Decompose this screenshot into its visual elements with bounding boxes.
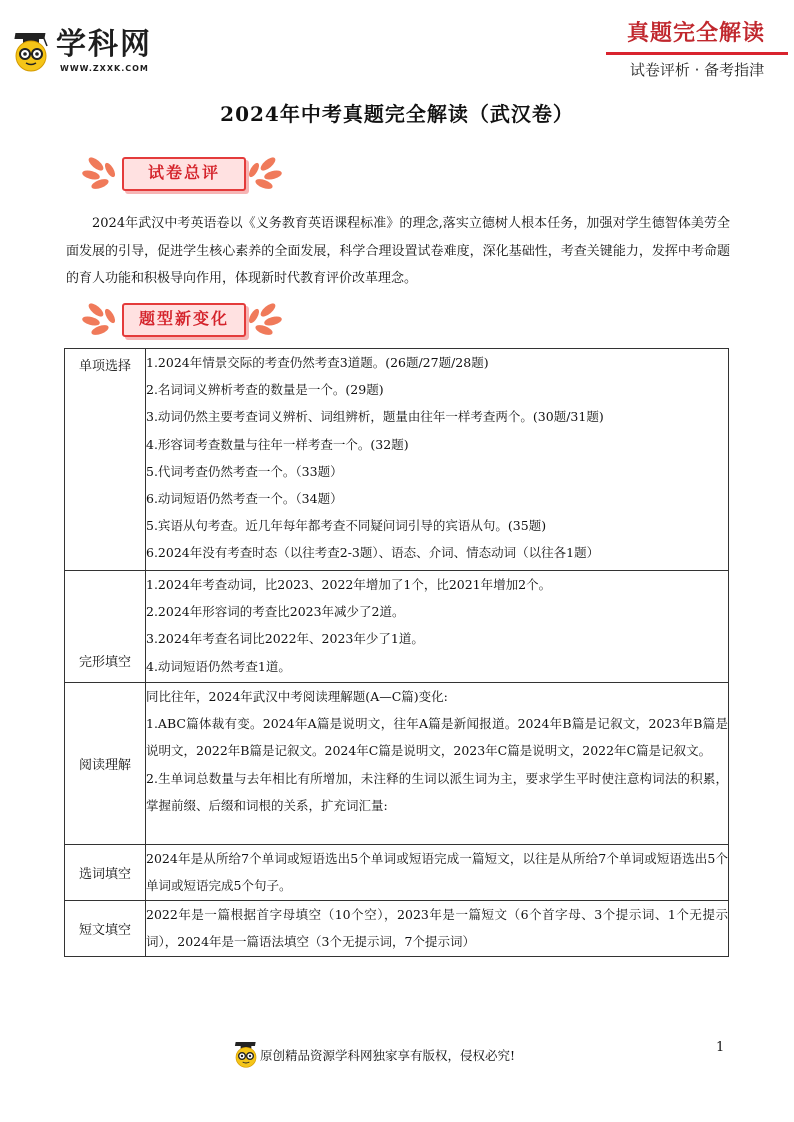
badge-subtitle: 试卷评析 · 备考指津: [629, 61, 765, 79]
section-banner-changes: [82, 296, 282, 342]
logo-url: WWW.ZXXK.COM: [60, 64, 149, 73]
site-logo[interactable]: [10, 26, 170, 78]
page-title: 2024年中考真题完全解读（武汉卷）: [220, 102, 574, 126]
row-category: 选词填空: [65, 845, 146, 901]
table-row: [65, 571, 729, 683]
content-line: 4.动词短语仍然考查1道。: [146, 658, 291, 674]
content-line: 同比往年，2024年武汉中考阅读理解题(A—C篇)变化:: [146, 689, 448, 704]
table-row: [65, 349, 729, 571]
header-badge: [604, 12, 790, 84]
row-content: [146, 901, 729, 957]
content-line: 5.宾语从句考查。近几年每年都考查不同疑问词引导的宾语从句。(35题): [146, 518, 547, 534]
question-type-changes-table: [64, 348, 729, 957]
row-content: [146, 683, 729, 845]
page-number: 1: [716, 1040, 725, 1055]
content-line: 2.名词词义辨析考查的数量是一个。(29题): [146, 382, 384, 398]
content-line: 2.2024年形容词的考查比2023年减少了2道。: [146, 604, 405, 620]
content-line: 4.形容词考查数量与往年一样考查一个。(32题): [146, 436, 409, 452]
content-line: 3.2024年考查名词比2022年、2023年少了1道。: [146, 631, 424, 647]
row-content: [146, 845, 729, 901]
row-content: [146, 571, 729, 683]
table-row: [65, 845, 729, 901]
footer-text: 原创精品资源学科网独家享有版权，侵权必究!: [260, 1048, 516, 1063]
content-line: 1.ABC篇体裁有变。2024年A篇是说明文，往年A篇是新闻报道。2024年B篇是记叙文，2023年B篇是说明文，2022年B篇是记叙文。2024年C篇是说明文，2023年C篇是说明文，2022年C篇是记叙文。: [146, 716, 728, 759]
section-heading: 试卷总评: [147, 163, 220, 182]
mascot-icon: [232, 1040, 260, 1068]
row-category: 阅读理解: [65, 683, 146, 845]
content-line: 1.2024年情景交际的考查仍然考查3道题。(26题/27题/28题): [146, 355, 489, 370]
section-banner-overview: [82, 150, 282, 196]
content-line: 1.2024年考查动词，比2023、2022年增加了1个，比2021年增加2个。: [146, 577, 552, 592]
content-line: 6.2024年没有考查时态（以往考查2-3题）、语态、介词、情态动词（以往各1题）: [146, 545, 600, 561]
mascot-icon: [10, 30, 52, 72]
badge-title: 真题完全解读: [626, 21, 765, 46]
row-category: 短文填空: [65, 901, 146, 957]
overview-paragraph: 2024年武汉中考英语卷以《义务教育英语课程标准》的理念,落实立德树人根本任务，加强对学生德智体美劳全面发展的引导，促进学生核心素养的全面发展，科学合理设置试卷难度，深化基础性，考查关键能力，发挥中考命题的育人功能和积极导向作用，体现新时代教育评价改革理念。: [66, 216, 730, 286]
table-row: [65, 683, 729, 845]
content-line: 3.动词仍然主要考查词义辨析、词组辨析，题量由往年一样考查两个。(30题/31题): [146, 409, 604, 425]
row-content: [146, 349, 729, 571]
content-line: 2022年是一篇根据首字母填空（10个空），2023年是一篇短文（6个首字母、3个提示词、1个无提示词），2024年是一篇语法填空（3个无提示词，7个提示词）: [146, 907, 728, 950]
content-line: 2.生单词总数量与去年相比有所增加，未注释的生词以派生词为主，要求学生平时使注意构词法的积累，掌握前缀、后缀和词根的关系，扩充词汇量:: [146, 770, 728, 813]
logo-text: 学科网: [56, 27, 152, 62]
table-row: [65, 901, 729, 957]
badge-divider: [606, 52, 788, 55]
content-line: 5.代词考查仍然考查一个。（33题）: [146, 463, 343, 479]
content-line: 2024年是从所给7个单词或短语选出5个单词或短语完成一篇短文，以往是从所给7个单词或短语选出5个单词或短语完成5个句子。: [146, 851, 728, 894]
section-heading: 题型新变化: [138, 309, 229, 328]
content-line: 6.动词短语仍然考查一个。（34题）: [146, 491, 343, 507]
row-category: 完形填空: [65, 571, 146, 683]
row-category: 单项选择: [65, 349, 146, 571]
